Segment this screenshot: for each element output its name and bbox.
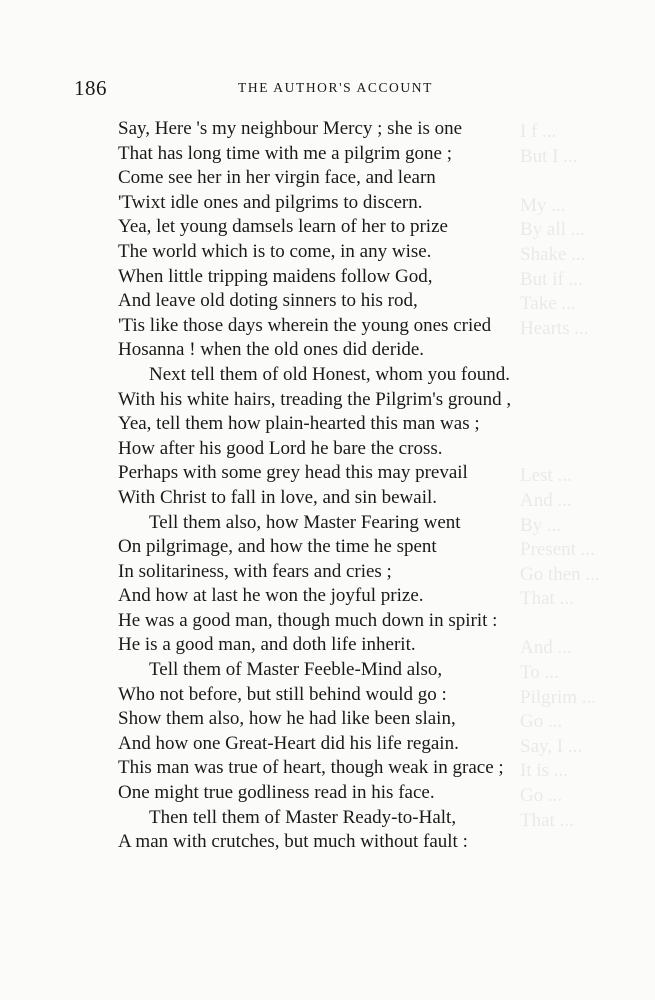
verse-line: The world which is to come, in any wise. [118,240,432,262]
verse-line: Come see her in her virgin face, and learn [118,167,436,189]
verse-line: Hosanna ! when the old ones did deride. [118,339,425,361]
verse-line: Who not before, but still behind would go : [118,683,447,705]
verse-line: He was a good man, though much down in spirit : [118,609,498,631]
verse-line: 'Twixt idle ones and pilgrims to discern. [118,191,423,213]
bleed-through-texture: I f ... But I ... My ... By all ... Shake ... But if ... Take ... Hearts ... Lest ... And ... By ... Present ... Go then ... That ... And ... To ... Pilgrim ... Go ... Say, I ... It is ... Go ... That ... [520,121,600,831]
verse-line: Next tell them of old Honest, whom you found. [149,363,510,385]
verse-line: Then tell them of Master Ready-to-Halt, [149,806,457,828]
verse-line: Tell them also, how Master Fearing went [149,511,461,533]
verse-line: How after his good Lord he bare the cross. [118,437,443,459]
page-number: 186 [74,76,107,100]
running-head: THE AUTHOR'S ACCOUNT [238,80,433,95]
poem-text [118,117,648,855]
verse-line: On pilgrimage, and how the time he spent [118,536,437,558]
verse-line: Perhaps with some grey head this may prevail [118,462,468,484]
verse-line: When little tripping maidens follow God, [118,265,433,287]
verse-line: And how at last he won the joyful prize. [118,585,424,607]
verse-line: Yea, let young damsels learn of her to prize [118,216,448,238]
verse-line: This man was true of heart, though weak in grace ; [118,757,504,779]
verse-line: 'Tis like those days wherein the young ones cried [118,314,492,336]
verse-line: Show them also, how he had like been slain, [118,708,456,730]
verse-line: Say, Here 's my neighbour Mercy ; she is one [118,118,463,139]
verse-line: With his white hairs, treading the Pilgrim's ground , [118,388,512,410]
verse-line: With Christ to fall in love, and sin bewail. [118,486,438,508]
verse-line: He is a good man, and doth life inherit. [118,634,416,656]
verse-line: And how one Great-Heart did his life regain. [118,732,459,754]
verse-line: In solitariness, with fears and cries ; [118,560,392,582]
verse-line: One might true godliness read in his face. [118,782,435,804]
verse-line: That has long time with me a pilgrim gone ; [118,142,453,164]
verse-line: And leave old doting sinners to his rod, [118,290,418,312]
verse-line: A man with crutches, but much without fault : [118,831,468,853]
verse-line: Tell them of Master Feeble-Mind also, [149,659,443,681]
verse-line: Yea, tell them how plain-hearted this man was ; [118,413,480,435]
